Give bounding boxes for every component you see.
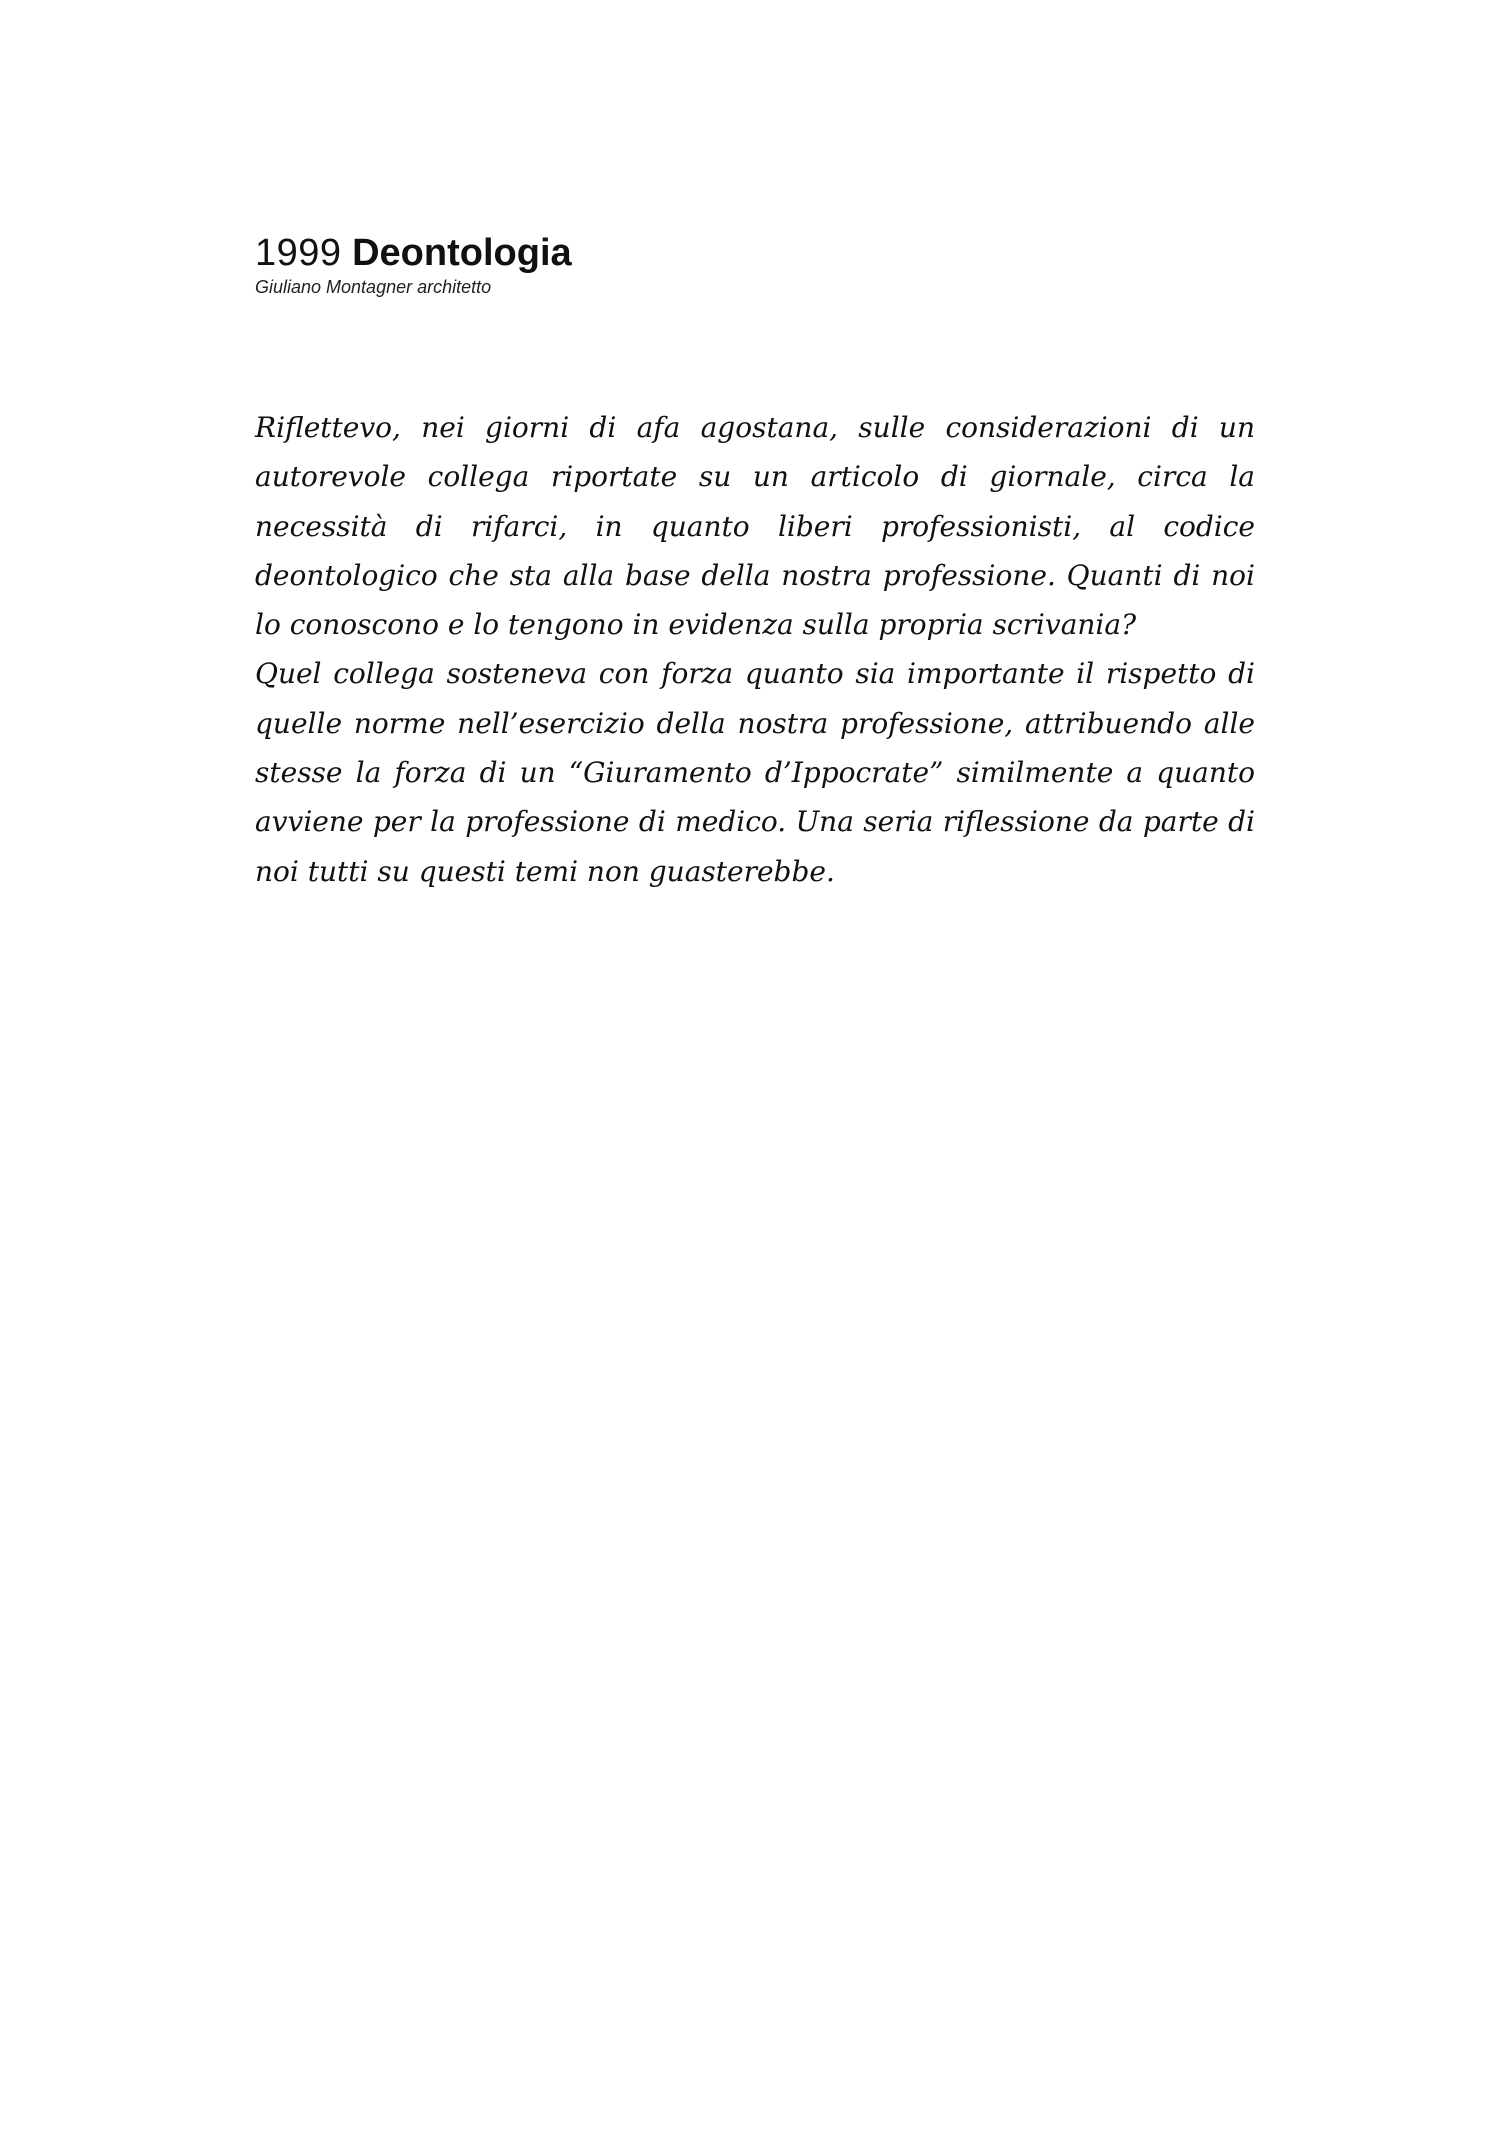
document-title bbox=[255, 230, 1255, 276]
body-text bbox=[255, 403, 1255, 896]
document-header bbox=[255, 230, 1255, 298]
paragraph-2: Quel collega sosteneva con forza quanto sia importante il rispetto di quelle norme nell’esercizio della nostra professione, attribuendo alle stesse la forza di un “Giuramento d’Ippocrate” similmente a quanto avviene per la professione di medico. Una seria riflessione da parte di noi tutti su questi temi non guasterebbe. bbox=[255, 657, 1255, 888]
paragraph-1: Riflettevo, nei giorni di afa agostana, sulle considerazioni di un autorevole collega riportate su un articolo di giornale, circa la necessità di rifarci, in quanto liberi professionisti, al codice deontologico che sta alla base della nostra professione. Quanti di noi lo conoscono e lo tengono in evidenza sulla propria scrivania? bbox=[255, 411, 1255, 642]
title-year: 1999 bbox=[255, 232, 342, 274]
title-word: Deontologia bbox=[352, 232, 572, 274]
author-line: Giuliano Montagner architetto bbox=[255, 277, 492, 297]
